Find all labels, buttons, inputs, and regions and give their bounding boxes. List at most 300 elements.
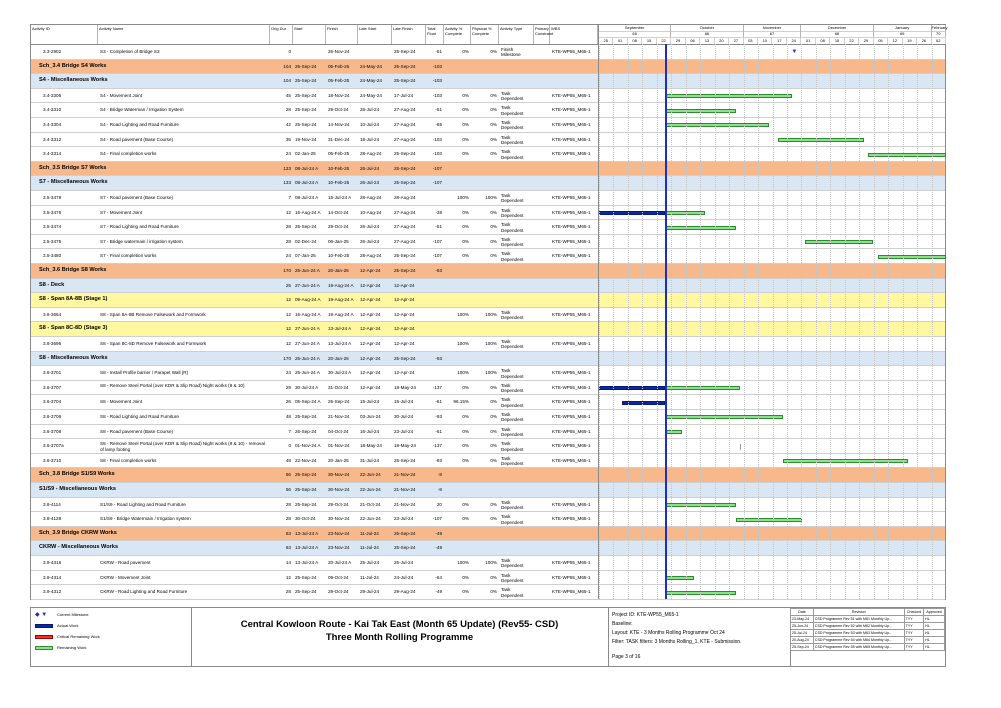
cell-dur: 7 [288,428,291,434]
cell-wbs: KTE-WP55_M65-1 [552,457,591,463]
cell-name: CKRW - Road Lighting and Road Furniture [100,589,188,595]
timescale-week: 24 [787,37,801,44]
cell-dur: 63 [285,545,291,551]
cell-name: S8 - Span 8A-8B Remove Falsework and Formwork [100,311,206,317]
cell-start: 02-Jan-25 [295,151,316,157]
gridline [686,44,687,599]
group-name: S8 - Deck [39,281,65,288]
cell-start: 08-Jul-24 A [295,165,319,171]
cell-ppc: 0% [490,384,497,390]
gridline [628,44,629,599]
cell-dur: 56 [285,487,291,493]
cell-dur: 28 [285,501,291,507]
cell-tf: -107 [432,165,442,171]
cell-start: 25-Jun-24 A [295,370,320,376]
cell-tf: -38 [435,209,442,215]
cell-tf: -137 [432,443,442,449]
gridline [613,44,614,599]
cell-pc: 0% [462,136,469,142]
cell-lfinish: 27-Aug-24 [394,122,416,128]
timescale-month: September [599,25,671,32]
timescale-month: January [874,25,932,32]
remaining-work-bar [736,518,802,522]
cell-finish: 25-Sep-24 [328,399,350,405]
revision-table-grid [790,608,945,651]
column-header: Physical % Complete [471,25,499,44]
cell-lfinish: 25-Sep-24 [394,63,416,69]
cell-wbs: KTE-WP55_M65-1 [552,195,591,201]
cell-dur: 26 [285,399,291,405]
revision-cell: HL [924,623,945,630]
cell-id: 3.4-3306 [43,92,62,98]
cell-tf [426,279,444,293]
cell-pc: 0% [462,428,469,434]
cell-id: 3.6-3707 [43,384,62,390]
cell-dur: 170 [283,268,291,274]
timescale-week: 29 [671,37,685,44]
cell-ppc: 0% [490,399,497,405]
cell-lstart: 31-Jul-24 [360,457,380,463]
cell-finish: 30-Jul-24 A [328,370,352,376]
cell-wbs: KTE-WP55_M65-1 [552,443,591,449]
cell-tf: -107 [432,180,442,186]
cell-pc: 0% [462,457,469,463]
revision-cell: 25-Sep-24 [791,644,814,651]
gridline [888,44,889,599]
cell-wbs: KTE-WP55_M65-1 [552,414,591,420]
cell-ppc: 0% [490,92,497,98]
cell-finish: 14-Oct-24 [328,209,349,215]
gridline [744,44,745,599]
cell-wbs: KTE-WP55_M65-1 [552,107,591,113]
cell-tf: -49 [435,530,442,536]
cell-type: Task Dependent [501,514,524,525]
cell-id: 3.9-4316 [43,560,62,566]
legend [31,608,192,666]
cell-name: S1/S9 - Bridge Watermain / Irrigation system [100,516,191,522]
cell-finish: 06-Jan-25 [328,238,349,244]
cell-id: 3.6-3701 [43,370,62,376]
cell-start: 02-Dec-24 [295,238,317,244]
column-header: Late Finish [392,25,426,44]
legend-symbol: ◆ ▼ [35,612,48,618]
cell-type: Task Dependent [501,134,524,145]
cell-pc: 0% [462,589,469,595]
cell-pc: 0% [462,92,469,98]
cell-lfinish: 29-Aug-24 [394,589,416,595]
cell-lstart: 26-Jul-24 [360,238,380,244]
group-name: S1/S9 - Miscellaneous Works [39,486,116,493]
cell-lstart: 12-Apr-24 [360,384,381,390]
cell-tf: -107 [432,516,442,522]
timescale-week: 12 [888,37,902,44]
cell-name: S8 - Span 8C-8D Remove Falsework and Formwork [100,341,207,347]
cell-tf: -61 [435,399,442,405]
legend-label: Actual Work [57,623,79,628]
timescale-week: 22 [657,37,671,44]
cell-ppc: 100% [485,560,497,566]
remaining-work-bar [665,123,769,127]
group-name: S7 - Miscellaneous Works [39,179,108,186]
cell-type: Task Dependent [501,207,524,218]
milestone-icon: ▼ [791,49,798,56]
cell-lfinish: 25-Sep-24 [394,151,416,157]
revision-header: Checked [904,609,923,616]
cell-type: Task Dependent [501,441,524,452]
gridline [642,44,643,599]
timescale-header [599,25,946,45]
timescale-week: 15 [642,37,656,44]
timescale-week: 06 [686,37,700,44]
cell-id: 3.9-4312 [43,589,62,595]
cell-finish: 05-Feb-25 [328,78,350,84]
cell-id: 3.6-3696 [43,341,62,347]
timescale-week: 29 [859,37,873,44]
cell-ppc: 0% [490,589,497,595]
cell-finish: 30-Nov-24 [328,516,350,522]
cell-start: 08-Jul-24 A [295,195,319,201]
cell-finish: 29-Oct-24 [328,501,349,507]
cell-start: 01-Nov-24 A [295,443,321,449]
cell-lstart: 15-Jul-24 [360,399,380,405]
cell-dur: 48 [285,457,291,463]
cell-type: Task Dependent [501,105,524,116]
cell-pc: 0% [462,209,469,215]
cell-dur: 35 [285,136,291,142]
cell-id: 3.5-3474 [43,224,62,230]
cell-lstart: 22-Jun-24 [360,516,381,522]
cell-ppc: 0% [490,501,497,507]
timescale-week: 03 [744,37,758,44]
cell-pc: 100% [457,195,469,201]
revision-cell: CSD Programme Rev 55 with M65 Monthly Up... [813,644,904,651]
cell-name: S3 - Completion of Bridge S3 [100,49,160,55]
cell-wbs: KTE-WP55_M65-1 [552,341,591,347]
cell-finish: 19-Aug-24 A [328,282,354,288]
schedule-sheet [30,24,946,600]
cell-id: 3.6-3707a [43,443,64,449]
cell-lstart: 12-Apr-24 [360,311,381,317]
cell-finish: 20-Jul-24 A [328,560,352,566]
remaining-work-bar [666,430,682,434]
cell-type: Task Dependent [501,382,524,394]
cell-finish: 31-Oct-24 [328,384,349,390]
cell-tf: -8 [437,472,442,478]
cell-lstart: 12-Apr-24 [360,326,381,332]
actual-work-bar [599,386,665,390]
cell-dur: 56 [285,472,291,478]
cell-pc: 0% [462,49,469,55]
cell-tf: -93 [435,414,442,420]
cell-finish: 19-Aug-24 A [328,311,354,317]
gridline [859,44,860,599]
cell-ppc: 100% [485,370,497,376]
cell-id: 3.8-4128 [43,516,62,522]
cell-lstart: 10-Jul-24 [360,122,380,128]
cell-type: Task Dependent [501,222,524,233]
cell-name: S8 - Remove Steel Portal (over KDR & Slip Road) Night works (9 & 10) [100,382,245,388]
group-name: Sch_3.4 Bridge S4 Works [39,62,107,69]
timescale-week: 08 [816,37,830,44]
cell-tf [426,308,444,322]
gridline [932,44,933,599]
remaining-work-bar [868,153,946,157]
cell-pc: 100% [457,560,469,566]
cell-dur: 28 [285,238,291,244]
cell-wbs: KTE-WP55_M65-1 [552,384,591,390]
cell-dur: 104 [283,63,291,69]
timescale-month: February [931,25,948,30]
cell-name: S7 - Final completion works [100,253,157,259]
cell-pc: 0% [462,574,469,580]
cell-name: S8 - Install Profile barrier / Parapet Wall (R) [100,370,189,376]
gridline [758,44,759,599]
cell-finish: 20-Jan-25 [328,457,349,463]
cell-ppc: 0% [490,136,497,142]
gridline [599,44,600,599]
cell-type: Task Dependent [501,397,524,408]
cell-ppc: 0% [490,428,497,434]
revision-header: Revision [813,609,904,616]
column-header-row [31,25,598,45]
cell-wbs: KTE-WP55_M65-1 [552,589,591,595]
cell-lstart: 25-Jul-24 [360,560,380,566]
cell-pc: 0% [462,443,469,449]
cell-lfinish: 30-Jul-24 [394,414,414,420]
cell-id: 3.4-3312 [43,136,62,142]
cell-finish: 05-Feb-25 [328,151,350,157]
cell-finish: 29-Oct-24 [328,107,349,113]
cell-finish: 10-Feb-25 [328,253,350,259]
cell-start: 25-Sep-24 [295,472,317,478]
timescale-week: 13 [700,37,714,44]
cell-lfinish: 27-Aug-24 [394,224,416,230]
cell-lfinish: 25-Sep-24 [394,165,416,171]
cell-wbs: KTE-WP55_M65-1 [552,209,591,215]
cell-pc: 0% [462,516,469,522]
cell-type: Task Dependent [501,236,524,248]
cell-wbs: KTE-WP55_M65-1 [552,136,591,142]
timescale-week: 17 [773,37,787,44]
cell-wbs: KTE-WP55_M65-1 [552,516,591,522]
cell-ppc: 0% [490,516,497,522]
cell-lstart: 03-Jun-24 [360,414,381,420]
cell-pc: 0% [462,107,469,113]
legend-symbol [35,635,53,639]
cell-lfinish: 25-Sep-24 [394,545,416,551]
cell-wbs: KTE-WP55_M65-1 [552,370,591,376]
cell-lstart: 12-Apr-24 [360,341,381,347]
layout-name: Layout: KTE - 3 Months Rolling Programme Oct 24 [612,630,725,636]
cell-tf: -103 [432,63,442,69]
cell-start: 25-Sep-24 [295,414,317,420]
cell-type: Finish Milestone [501,47,521,58]
cell-wbs: KTE-WP55_M65-1 [552,399,591,405]
cell-id: 3.4-3314 [43,151,62,157]
cell-finish: 30-Nov-24 [328,472,350,478]
cell-wbs: KTE-WP55_M65-1 [552,238,591,244]
cell-name: S7 - Road Lighting and Road Furniture [100,224,179,230]
cell-finish: 30-Nov-24 [328,487,350,493]
cell-start: 08-Jul-24 A [295,180,319,186]
cell-lfinish: 21-Nov-24 [394,501,416,507]
timescale-week: 26 [917,37,931,44]
cell-lfinish: 18-May-24 [394,384,416,390]
cell-lstart: 12-Apr-24 [360,355,381,361]
cell-dur: 28 [285,589,291,595]
cell-lfinish: 25-Sep-24 [394,268,416,274]
gridline [700,44,701,599]
cell-finish: 26-Nov-24 [328,49,350,55]
cell-lstart: 29-Jul-24 [360,589,380,595]
timescale-week: 10 [758,37,772,44]
cell-dur: 28 [285,516,291,522]
cell-start: 25-Sep-24 [295,122,317,128]
cell-wbs: KTE-WP55_M65-1 [552,574,591,580]
group-name: S8 - Span 8A-8B (Stage 1) [39,296,108,303]
group-name: S8 - Miscellaneous Works [39,354,108,361]
cell-lfinish: 23-Jul-24 [394,428,414,434]
cell-lfinish: 12-Apr-24 [394,341,415,347]
cell-type: Task Dependent [501,412,524,423]
cell-lfinish: 12-Apr-24 [394,282,415,288]
cell-tf [426,366,444,380]
cell-id: 3.5-3475 [43,238,62,244]
cell-lstart: 21-Oct-24 [360,501,381,507]
legend-item [35,622,79,630]
column-header: Activity Name [98,25,270,44]
revision-cell: 25-Jul-24 [791,630,814,637]
legend-symbol [35,624,53,628]
revision-cell: TYY [904,637,923,644]
gridline [671,44,672,599]
cell-lfinish: 12-Apr-24 [394,311,415,317]
cell-tf: -8 [437,487,442,493]
timescale-month: November [744,25,802,32]
cell-dur: 42 [285,122,291,128]
cell-dur: 28 [285,107,291,113]
cell-dur: 25 [285,282,291,288]
group-name: S8 - Span 8C-8D (Stage 3) [39,325,108,332]
cell-name: S8 - Road Lighting and Road Furniture [100,414,179,420]
cell-start: 25-Sep-24 [295,92,317,98]
cell-lstart: 24-May-24 [360,78,382,84]
cell-start: 25-Jun-24 A [295,268,320,274]
cell-pc: 0% [462,501,469,507]
cell-lfinish: 23-Jul-24 [394,516,414,522]
revision-cell: CSD Programme Rev 54 with M64 Monthly Up... [813,637,904,644]
cell-name: S4 - Road Lighting and Road Furniture [100,122,179,128]
cell-wbs: KTE-WP55_M65-1 [552,122,591,128]
cell-start: 07-Jan-25 [295,253,316,259]
data-date-line [665,44,667,599]
cell-name: S4 - Road pavement (Base Course) [100,136,174,142]
filter-name: Filter: TASK filters: 3 Months Rolling_1, KTE - Submission. [612,639,742,645]
cell-lfinish: 21-Nov-24 [394,472,416,478]
cell-type: Task Dependent [501,499,524,510]
cell-dur: 133 [283,180,291,186]
cell-id: 3.6-3704 [43,399,62,405]
revision-header: Date [791,609,814,616]
legend-item [35,633,100,641]
cell-start: 30-Jul-24 A [295,384,319,390]
cell-tf: -103 [432,78,442,84]
cell-wbs: KTE-WP55_M65-1 [552,253,591,259]
cell-lfinish: 25-Sep-24 [394,457,416,463]
cell-finish: 04-Oct-24 [328,428,349,434]
page-footer [30,607,946,667]
cell-pc: 0% [462,151,469,157]
column-header: Start [293,25,326,44]
column-header: WBS [550,25,598,44]
cell-lstart: 18-May-24 [360,443,382,449]
cell-tf: -93 [435,268,442,274]
cell-lfinish: 25-Sep-24 [394,355,416,361]
cell-start: 26-Sep-24 [295,428,317,434]
cell-lfinish: 12-Apr-24 [394,370,415,376]
cell-start: 27-Jun-24 A [295,282,320,288]
cell-id: 3.4-3310 [43,107,62,113]
cell-ppc: 0% [490,238,497,244]
cell-wbs: KTE-WP55_M65-1 [552,428,591,434]
cell-id: 3.6-3664 [43,311,62,317]
column-header: Orig Dur [270,25,293,44]
cell-tf: -49 [435,545,442,551]
revision-cell: TYY [904,623,923,630]
legend-label: Current Milestone [57,612,89,617]
revision-header: Approved [924,609,945,616]
cell-start: 05-Sep-24 A [295,399,321,405]
cell-name: CKRW - Movement Joint [100,574,151,580]
cell-start: 22-Nov-24 [295,457,317,463]
timescale-week: 01 [801,37,815,44]
cell-id: 3.4-3304 [43,122,62,128]
cell-lstart: 10-Aug-24 [360,209,382,215]
cell-pc: 0% [462,384,469,390]
timescale-week: 08 [628,37,642,44]
cell-dur: 0 [288,443,291,449]
cell-lstart: 26-Jul-24 [360,165,380,171]
cell-lfinish: 27-Aug-24 [394,238,416,244]
timescale-period-number: 65 [599,31,671,38]
gridline [917,44,918,599]
cell-finish: 15-Jul-24 A [328,195,352,201]
group-name: Sch_3.6 Bridge S8 Works [39,267,107,274]
cell-start: 09-Aug-24 A [295,297,321,303]
timescale-week: 22 [845,37,859,44]
cell-finish: 20-Jan-25 [328,355,349,361]
timescale-week: 02 [932,37,946,44]
cell-name: S7 - Movement Joint [100,209,143,215]
cell-lstart: 22-Jun-24 [360,487,381,493]
group-name: Sch_3.9 Bridge CKRW Works [39,529,117,536]
cell-finish: 23-Nov-24 [328,530,350,536]
cell-finish: 10-Feb-25 [328,180,350,186]
cell-name: S4 - Movement Joint [100,92,143,98]
revision-cell: 20-Aug-24 [791,637,814,644]
column-header: Activity % Complete [444,25,471,44]
remaining-work-bar [778,138,865,142]
cell-lstart: 12-Apr-24 [360,282,381,288]
cell-type: Task Dependent [501,426,524,437]
cell-dur: 28 [285,224,291,230]
cell-finish: 31-Dec-24 [328,136,350,142]
project-id: Project ID: KTE-WP55_M65-1 [612,612,679,618]
cell-name: S4 - Bridge Waterman / Irrigation System [100,107,184,113]
cell-lfinish: 25-Sep-24 [394,530,416,536]
cell-start: 25-Sep-24 [295,78,317,84]
gridline [874,44,875,599]
